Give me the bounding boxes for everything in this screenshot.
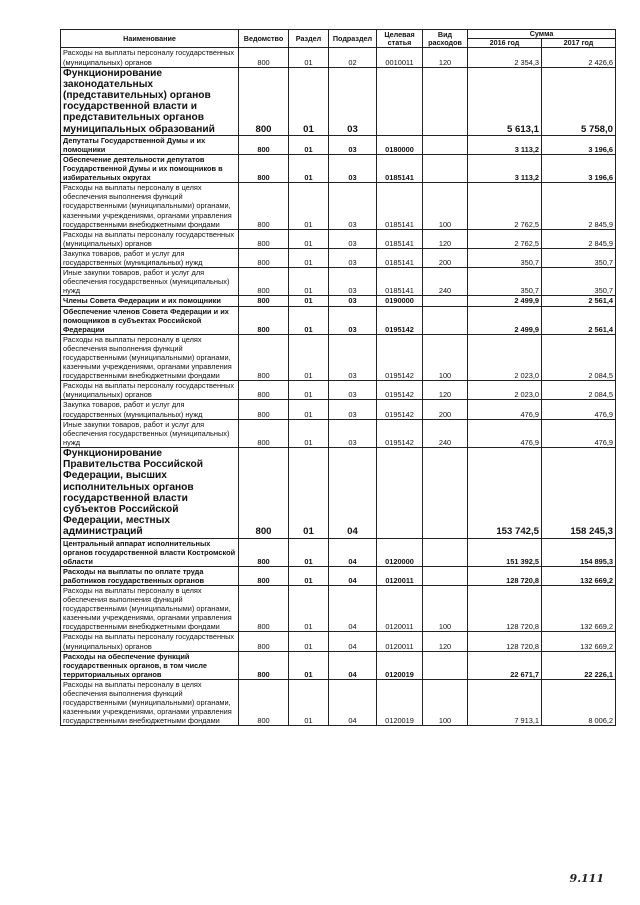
row-sum-2016: 350,7 [468, 248, 542, 267]
row-type: 120 [423, 48, 468, 67]
row-sum-2016: 128 720,8 [468, 632, 542, 651]
row-dept: 800 [239, 566, 289, 585]
row-sum-2016: 476,9 [468, 419, 542, 447]
row-target: 0120011 [377, 566, 423, 585]
row-sum-2017: 2 426,6 [542, 48, 616, 67]
col-header-type: Вид расходов [423, 30, 468, 48]
row-sum-2016: 3 113,2 [468, 135, 542, 154]
row-sum-2016: 350,7 [468, 268, 542, 296]
row-subsection: 03 [329, 296, 377, 306]
row-target: 0120011 [377, 632, 423, 651]
row-sum-2017: 2 084,5 [542, 334, 616, 380]
row-section: 01 [289, 135, 329, 154]
row-dept: 800 [239, 679, 289, 725]
row-section: 01 [289, 248, 329, 267]
row-subsection: 03 [329, 229, 377, 248]
row-dept: 800 [239, 419, 289, 447]
row-section: 01 [289, 155, 329, 183]
row-target: 0185141 [377, 229, 423, 248]
row-sum-2017: 132 669,2 [542, 566, 616, 585]
row-name: Расходы на выплаты персоналу государственных (муниципальных) органов [61, 381, 239, 400]
row-subsection: 03 [329, 334, 377, 380]
row-type: 120 [423, 381, 468, 400]
row-sum-2016: 5 613,1 [468, 67, 542, 135]
row-type [423, 135, 468, 154]
row-sum-2017: 154 895,3 [542, 538, 616, 566]
table-row [61, 155, 616, 183]
row-subsection: 03 [329, 381, 377, 400]
col-header-section: Раздел [289, 30, 329, 48]
row-dept: 800 [239, 381, 289, 400]
row-section: 01 [289, 447, 329, 538]
row-section: 01 [289, 400, 329, 419]
row-name: Расходы на выплаты персоналу в целях обеспечения выполнения функций государственными (муниципальными) органами, казенными учреждениями, органами управления государственными внебюджетными фондами [61, 334, 239, 380]
row-section: 01 [289, 586, 329, 632]
row-target: 0120019 [377, 651, 423, 679]
row-type [423, 296, 468, 306]
row-dept: 800 [239, 400, 289, 419]
budget-table [60, 29, 616, 726]
row-sum-2016: 2 023,0 [468, 381, 542, 400]
row-name: Обеспечение членов Совета Федерации и их помощников в субъектах Российской Федерации [61, 306, 239, 334]
row-name: Расходы на выплаты по оплате труда работников государственных органов [61, 566, 239, 585]
row-section: 01 [289, 67, 329, 135]
row-subsection: 03 [329, 155, 377, 183]
row-target: 0180000 [377, 135, 423, 154]
row-sum-2017: 2 561,4 [542, 306, 616, 334]
row-name: Центральный аппарат исполнительных органов государственной власти Костромской области [61, 538, 239, 566]
row-type [423, 538, 468, 566]
row-subsection: 04 [329, 566, 377, 585]
row-dept: 800 [239, 306, 289, 334]
row-name: Закупка товаров, работ и услуг для государственных (муниципальных) нужд [61, 400, 239, 419]
row-target: 0120019 [377, 679, 423, 725]
row-section: 01 [289, 538, 329, 566]
table-row [61, 586, 616, 632]
row-subsection: 03 [329, 248, 377, 267]
row-type: 120 [423, 632, 468, 651]
col-header-sum: Сумма [468, 30, 616, 39]
row-section: 01 [289, 632, 329, 651]
row-sum-2016: 2 499,9 [468, 296, 542, 306]
row-sum-2016: 151 392,5 [468, 538, 542, 566]
row-target: 0185141 [377, 268, 423, 296]
row-sum-2016: 2 762,5 [468, 229, 542, 248]
row-sum-2016: 476,9 [468, 400, 542, 419]
table-row [61, 135, 616, 154]
row-subsection: 03 [329, 135, 377, 154]
row-target: 0120000 [377, 538, 423, 566]
row-sum-2016: 22 671,7 [468, 651, 542, 679]
row-type [423, 67, 468, 135]
row-section: 01 [289, 651, 329, 679]
table-row [61, 632, 616, 651]
row-type: 200 [423, 400, 468, 419]
row-sum-2017: 132 669,2 [542, 586, 616, 632]
row-dept: 800 [239, 183, 289, 229]
row-target [377, 67, 423, 135]
table-body [61, 48, 616, 726]
row-type [423, 447, 468, 538]
row-subsection: 03 [329, 419, 377, 447]
row-dept: 800 [239, 538, 289, 566]
row-type: 120 [423, 229, 468, 248]
col-header-year-2017: 2017 год [542, 39, 616, 48]
row-section: 01 [289, 48, 329, 67]
row-name: Расходы на выплаты персоналу государственных (муниципальных) органов [61, 229, 239, 248]
table-row [61, 419, 616, 447]
row-sum-2017: 350,7 [542, 268, 616, 296]
table-row [61, 447, 616, 538]
row-dept: 800 [239, 48, 289, 67]
row-sum-2017: 476,9 [542, 419, 616, 447]
row-section: 01 [289, 566, 329, 585]
row-sum-2017: 350,7 [542, 248, 616, 267]
row-name: Расходы на выплаты персоналу в целях обеспечения выполнения функций государственными (муниципальными) органами, казенными учреждениями, органами управления государственными внебюджетными фондами [61, 679, 239, 725]
row-subsection: 04 [329, 447, 377, 538]
row-subsection: 03 [329, 67, 377, 135]
row-type: 100 [423, 586, 468, 632]
table-row [61, 67, 616, 135]
row-type: 240 [423, 419, 468, 447]
row-sum-2016: 153 742,5 [468, 447, 542, 538]
table-row [61, 566, 616, 585]
row-type: 100 [423, 334, 468, 380]
row-subsection: 04 [329, 679, 377, 725]
row-subsection: 03 [329, 400, 377, 419]
row-section: 01 [289, 268, 329, 296]
page-number: 9.111 [569, 872, 604, 885]
row-name: Закупка товаров, работ и услуг для государственных (муниципальных) нужд [61, 248, 239, 267]
row-type [423, 306, 468, 334]
row-dept: 800 [239, 632, 289, 651]
col-header-subsection: Подраздел [329, 30, 377, 48]
row-sum-2017: 2 084,5 [542, 381, 616, 400]
table-row [61, 538, 616, 566]
table-row [61, 381, 616, 400]
row-target: 0195142 [377, 381, 423, 400]
row-target: 0195142 [377, 306, 423, 334]
row-sum-2017: 3 196,6 [542, 155, 616, 183]
row-name: Члены Совета Федерации и их помощники [61, 296, 239, 306]
row-subsection: 04 [329, 651, 377, 679]
row-sum-2016: 2 762,5 [468, 183, 542, 229]
table-row [61, 248, 616, 267]
row-dept: 800 [239, 135, 289, 154]
row-sum-2017: 132 669,2 [542, 632, 616, 651]
row-section: 01 [289, 419, 329, 447]
row-name: Расходы на выплаты персоналу государственных (муниципальных) органов [61, 632, 239, 651]
row-dept: 800 [239, 229, 289, 248]
row-sum-2016: 2 499,9 [468, 306, 542, 334]
row-section: 01 [289, 183, 329, 229]
row-name: Расходы на обеспечение функций государственных органов, в том числе территориальных органов [61, 651, 239, 679]
row-type: 200 [423, 248, 468, 267]
table-row [61, 229, 616, 248]
table-row [61, 268, 616, 296]
row-dept: 800 [239, 586, 289, 632]
row-target: 0185141 [377, 248, 423, 267]
row-type: 100 [423, 183, 468, 229]
row-dept: 800 [239, 334, 289, 380]
table-row [61, 296, 616, 306]
row-sum-2017: 476,9 [542, 400, 616, 419]
row-name: Расходы на выплаты персоналу в целях обеспечения выполнения функций государственными (муниципальными) органами, казенными учреждениями, органами управления государственными внебюджетными фондами [61, 183, 239, 229]
row-type: 100 [423, 679, 468, 725]
row-target: 0185141 [377, 183, 423, 229]
row-target [377, 447, 423, 538]
row-section: 01 [289, 679, 329, 725]
row-subsection: 04 [329, 586, 377, 632]
row-target: 0120011 [377, 586, 423, 632]
row-subsection: 04 [329, 538, 377, 566]
row-dept: 800 [239, 447, 289, 538]
row-subsection: 02 [329, 48, 377, 67]
row-target: 0010011 [377, 48, 423, 67]
row-dept: 800 [239, 155, 289, 183]
row-sum-2016: 128 720,8 [468, 586, 542, 632]
row-type [423, 155, 468, 183]
row-sum-2017: 3 196,6 [542, 135, 616, 154]
row-sum-2017: 2 561,4 [542, 296, 616, 306]
table-row [61, 400, 616, 419]
col-header-year-2016: 2016 год [468, 39, 542, 48]
table-row [61, 651, 616, 679]
table-row [61, 679, 616, 725]
row-target: 0190000 [377, 296, 423, 306]
row-sum-2017: 22 226,1 [542, 651, 616, 679]
row-dept: 800 [239, 248, 289, 267]
row-name: Иные закупки товаров, работ и услуг для обеспечения государственных (муниципальных) нужд [61, 268, 239, 296]
row-sum-2017: 5 758,0 [542, 67, 616, 135]
row-section: 01 [289, 296, 329, 306]
row-name: Расходы на выплаты персоналу в целях обеспечения выполнения функций государственными (муниципальными) органами, казенными учреждениями, органами управления государственными внебюджетными фондами [61, 586, 239, 632]
row-name: Иные закупки товаров, работ и услуг для обеспечения государственных (муниципальных) нужд [61, 419, 239, 447]
row-sum-2016: 7 913,1 [468, 679, 542, 725]
row-name: Функционирование Правительства Российской Федерации, высших исполнительных органов государственной власти субъектов Российской Федерации, местных администраций [61, 447, 239, 538]
row-section: 01 [289, 306, 329, 334]
row-section: 01 [289, 381, 329, 400]
col-header-target: Целевая статья [377, 30, 423, 48]
row-target: 0195142 [377, 400, 423, 419]
row-sum-2016: 2 023,0 [468, 334, 542, 380]
row-subsection: 04 [329, 632, 377, 651]
row-subsection: 03 [329, 183, 377, 229]
row-sum-2016: 2 354,3 [468, 48, 542, 67]
row-sum-2016: 128 720,8 [468, 566, 542, 585]
row-sum-2017: 8 006,2 [542, 679, 616, 725]
row-target: 0195142 [377, 334, 423, 380]
row-sum-2017: 2 845,9 [542, 183, 616, 229]
row-name: Обеспечение деятельности депутатов Государственной Думы и их помощников в избирательных округах [61, 155, 239, 183]
row-name: Расходы на выплаты персоналу государственных (муниципальных) органов [61, 48, 239, 67]
col-header-name: Наименование [61, 30, 239, 48]
row-name: Функционирование законодательных (представительных) органов государственной власти и представительных органов муниципальных образований [61, 67, 239, 135]
row-section: 01 [289, 334, 329, 380]
row-target: 0185141 [377, 155, 423, 183]
row-name: Депутаты Государственной Думы и их помощники [61, 135, 239, 154]
row-dept: 800 [239, 268, 289, 296]
row-subsection: 03 [329, 268, 377, 296]
table-row [61, 48, 616, 67]
row-dept: 800 [239, 296, 289, 306]
row-subsection: 03 [329, 306, 377, 334]
row-target: 0195142 [377, 419, 423, 447]
table-row [61, 306, 616, 334]
col-header-dept: Ведомство [239, 30, 289, 48]
row-sum-2016: 3 113,2 [468, 155, 542, 183]
row-dept: 800 [239, 651, 289, 679]
row-section: 01 [289, 229, 329, 248]
row-type [423, 566, 468, 585]
row-type [423, 651, 468, 679]
row-dept: 800 [239, 67, 289, 135]
row-type: 240 [423, 268, 468, 296]
row-sum-2017: 158 245,3 [542, 447, 616, 538]
table-header [61, 30, 616, 48]
table-row [61, 334, 616, 380]
row-sum-2017: 2 845,9 [542, 229, 616, 248]
table-row [61, 183, 616, 229]
